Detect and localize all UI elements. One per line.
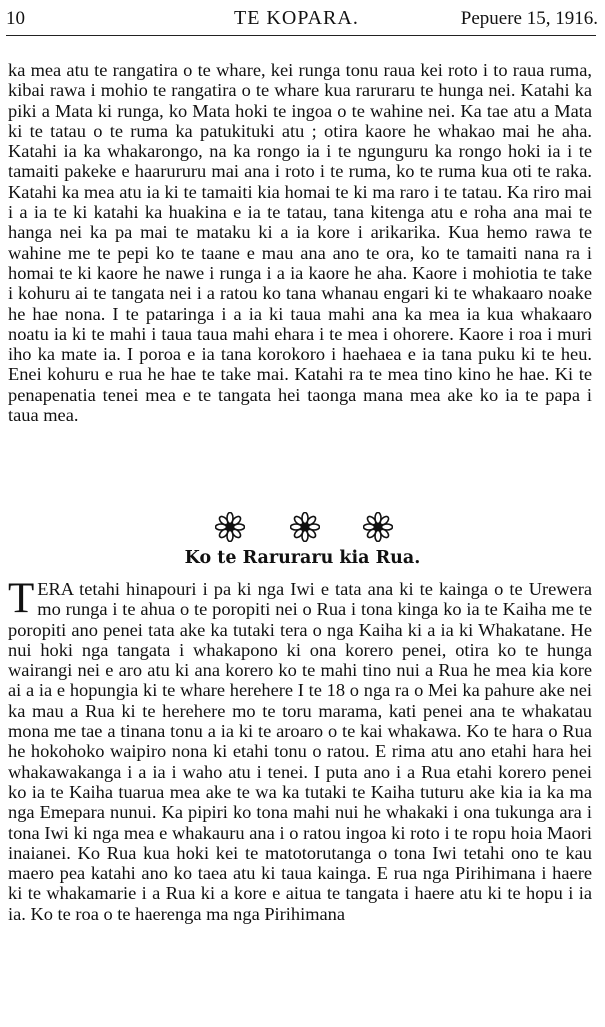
section-divider (215, 512, 395, 544)
flower-ornament-icon (363, 512, 393, 542)
publication-title: TE KOPARA. (234, 7, 359, 29)
page-number: 10 (6, 8, 25, 29)
header-rule (6, 35, 596, 36)
article-heading: Ko te Raruraru kia Rua. (184, 548, 421, 568)
drop-cap: T (8, 575, 35, 622)
article-body-text: ERA tetahi hinapouri i pa ki nga Iwi e tata ana ki te kainga o te Urewera mo runga i te ahua o te poropiti nei o Rua i tona kinga ko ia te Kaiha me te poropiti ano penei tata ake ka tutaki tera o nga Kaiha ki a ia ki Whakatane. He nui hoki nga tangata i whakapono ki ona korero penei, otira ko te hunga wairangi nei e aro atu ki ana korero ko te mahi tino nui a Rua he mea kia kore ai a ia e hopungia ki te whare herehere I te 18 o nga ra o Mei ka pahure ake nei ka mau a Rua ki te herehere mo te toru marama, kati penei ana te whakatau mona me tae a tinana tonu a ia ki te aroaro o te kai whakawa. Ko te hara o Rua he hokohoko waipiro nona ki etahi tonu o ratou. E rima atu ano etahi hara hei whakawakanga i a ia i waho atu i tenei. I puta ano i a Rua etahi korero penei ko ia te Kaiha tuarua mea ake te wa ka tutaki te Kaiha tuturu ake kia ia ka ma nga Emepara nunui. Ka pipiri ko tona mahi nui he whakaki i ona tukunga ara i tona Iwi ki nga mea e whakauru ana i o ratou ingoa ki roto i te ropu hoia Maori inaianei. Ko Rua kua hoki kei te matotorutanga o tona Iwi tetahi ono te kau maero pea katahi ano ko taea atu ki taua kainga. E rua nga Pirihimana i haere ki te whakamarie i a Rua ki a kore e aitua te tangata i haere atu ki te hopu i ia ia. Ko te roa o te haerenga ma nga Pirihimana (8, 579, 592, 924)
page-header (6, 0, 598, 34)
flower-ornament-icon (215, 512, 245, 542)
flower-ornament-icon (290, 512, 320, 542)
article-body (8, 575, 592, 924)
article-continued-text: ka mea atu te rangatira o te whare, kei runga tonu raua kei roto i to raua ruma, kibai rawa i mohio te rangatira o te whare kua raruraru te hunga nei. Katahi ka piki a Mata ki runga, ko Mata hoki te ingoa o te wahine nei. Ka tae atu a Mata ki te tatau o te ruma ka patukituki atu ; otira kaore he whakao mai he aha. Katahi ia ka whakarongo, na ka rongo ia i te ngunguru ka rongo hoki ia i te tamaiti pakeke e haarururu mai ana i roto i te ruma, ko te ruma kua oti te raka. Katahi ka mea atu ia ki te tamaiti kia homai te ki ma raro i te tatau. Ka riro mai i a ia te ki katahi ka huakina e ia te tatau, tana kitenga atu e roha ana mai te hanga nei ka pa mai te mataku ki a ia kore i arikarika. Kua hemo rawa te wahine me te pepi ko te taane e mau ana ano te ora, ko te tamaiti nana ra i homai te ki kaore he nawe i runga i a ia kaore he aha. Kaore i mohiotia te take i kohuru ai te tangata nei i a ratou ko tana whanau engari ki te whakaaro noake he hae nona. I te pataringa i a ia ki taua mahi ana ka mea ia kua whakaaro noatu ia ki te mahi i taua taua mahi ehara i te mea i ohorere. Kaore i roa i muri iho ka mate ia. I poroa e ia tana korokoro i haehaea e ia tana puku ki te heu. Enei kohuru e rua he hae te take mai. Katahi ra te mea tino kino he hae. Ki te penapenatia tenei mea e te tangata hei taonga mana mea ake ko ia te papa i taua mea. (8, 60, 592, 426)
issue-date: Pepuere 15, 1916. (460, 8, 598, 29)
